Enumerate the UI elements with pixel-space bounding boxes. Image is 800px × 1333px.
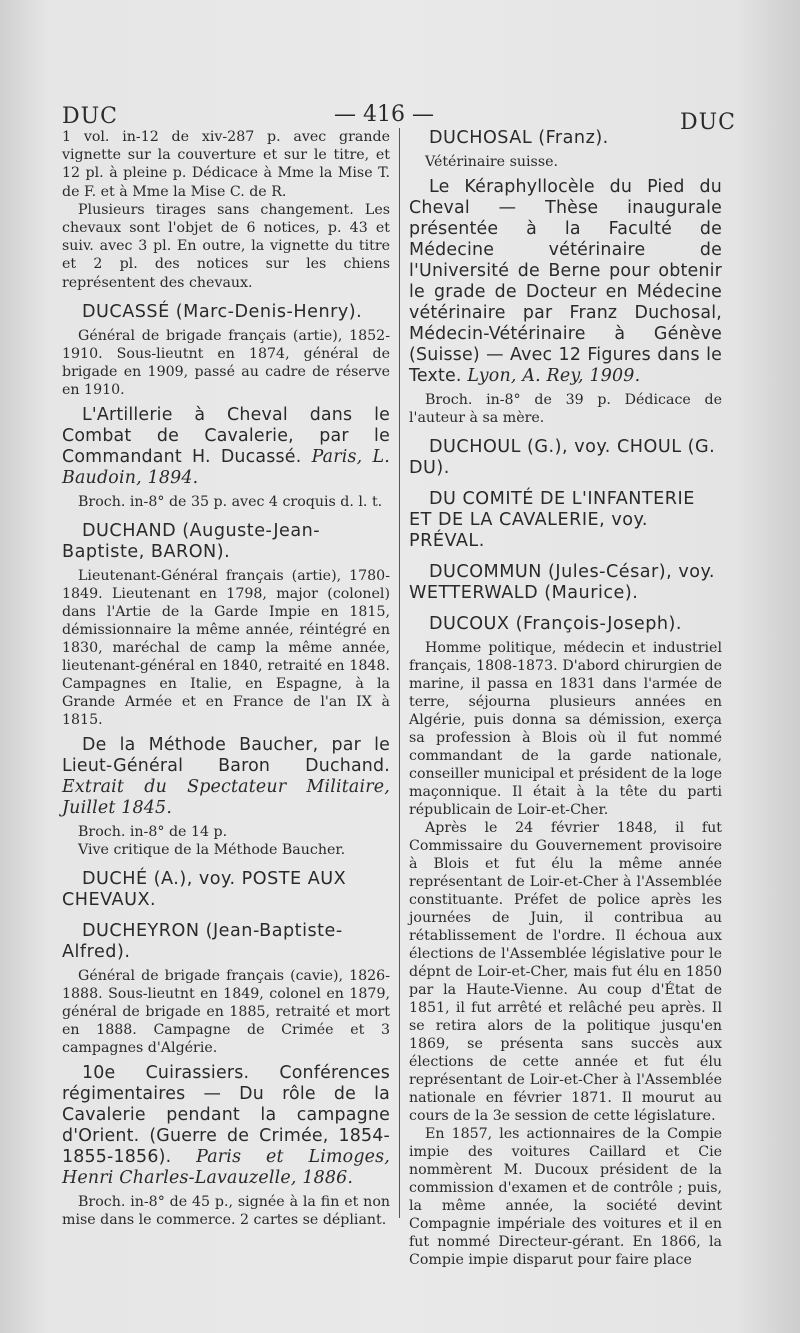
work-description: Broch. in-8° de 14 p. xyxy=(78,823,228,840)
work-description-2: Vive critique de la Méthode Baucher. xyxy=(78,841,346,858)
work-imprint: Extrait du Spectateur Militaire, Juillet 1845. xyxy=(62,776,390,818)
entry-bio-2: Après le 24 février 1848, il fut Commissaire du Gouvernement provisoire à Blois et fut élu la même année représentant de Loir-et-Cher à l'Assemblée constituante. Préfet de police après les journées de Juin, il contribua au rétablissement de l'ordre. Il échoua aux élections de l'Assemblée législative pour le dépnt de Loir-et-Cher, mais fut élu en 1850 par la Haute-Vienne. Au coup d'État de 1851, il fut arrêté et relâché peu après. Il se retira alors de la politique jusqu'en 1869, se présenta sans succès aux élections de cette année et fut élu représentant de Loir-et-Cher à l'Assemblée nationale en février 1871. Il mourut au cours de la 3e session de cette législature. xyxy=(409,820,722,1124)
work-description: Broch. in-8° de 45 p., signée à la fin et non mise dans le commerce. 2 cartes se dépliant. xyxy=(62,1193,390,1228)
page-number: — 416 — xyxy=(334,102,434,127)
entry-bio: Lieutenant-Général français (artie), 1780-1849. Lieutenant en 1798, major (colonel) dans l'Artie de la Garde Impie en 1815, démissionnaire la même année, réintégré en 1830, maréchal de camp la même année, lieutenant-général en 1840, retraité en 1848. Campagnes en Italie, en Espagne, à la Grande Armée et en France de l'an IX à 1815. xyxy=(62,567,390,728)
continuation-text: 1 vol. in-12 de xiv-287 p. avec grande vignette sur la couverture et sur le titre, et 12 pl. à pleine p. Dédicace à Mme la Mise T. de F. et à Mme la Mise C. de R. xyxy=(62,129,390,200)
right-column xyxy=(409,128,722,1269)
running-head-left: DUC xyxy=(62,104,119,129)
work-title: L'Artillerie à Cheval dans le Combat de Cavalerie, par le Commandant H. Ducassé. Paris, L. Baudoin, 1894. xyxy=(62,404,390,488)
work-title: Le Kéraphyllocèle du Pied du Cheval — Thèse inaugurale présentée à la Faculté de Médecine vétérinaire de l'Université de Berne pour obtenir le grade de Docteur en Médecine vétérinaire par Franz Duchosal, Médecin-Vétérinaire à Génève (Suisse) — Avec 12 Figures dans le Texte. Lyon, A. Rey, 1909. xyxy=(409,177,722,386)
entry-bio: Vétérinaire suisse. xyxy=(425,154,558,170)
work-imprint: Paris, L. Baudoin, 1894. xyxy=(62,446,390,488)
entry-heading-ducoux: DUCOUX (François-Joseph). xyxy=(429,614,682,634)
continuation-text-2: Plusieurs tirages sans changement. Les chevaux sont l'objet de 6 notices, p. 43 et suiv. avec 3 pl. En outre, la vignette du titre et 2 pl. des notices sur les chiens représentent des chevaux. xyxy=(62,201,390,291)
entry-heading-ducheyron: DUCHEYRON (Jean-Baptiste-Alfred). xyxy=(62,920,343,962)
entry-heading-ducasse: DUCASSÉ (Marc-Denis-Henry). xyxy=(82,301,363,322)
entry-bio: Général de brigade français (artie), 1852-1910. Sous-lieutnt en 1874, général de brigade en 1909, passé au cadre de réserve en 1910. xyxy=(62,327,390,398)
entry-heading-duchoul: DUCHOUL (G.), voy. CHOUL (G. DU). xyxy=(409,437,716,478)
work-title: 10e Cuirassiers. Conférences régimentaires — Du rôle de la Cavalerie pendant la campagne d'Orient. (Guerre de Crimée, 1854-1855-1856). Paris et Limoges, Henri Charles-Lavauzelle, 1886. xyxy=(62,1062,390,1188)
entry-bio: Homme politique, médecin et industriel français, 1808-1873. D'abord chirurgien de marine, il passa en 1831 dans l'armée de terre, séjourna plusieurs années en Algérie, puis donna sa démission, exerça sa profession à Blois où il fut nommé commandant de la garde nationale, conseiller municipal et président de la loge maçonnique. Il était à la tête du parti républicain de Loir-et-Cher. xyxy=(409,640,722,818)
work-title: De la Méthode Baucher, par le Lieut-Général Baron Duchand. Extrait du Spectateur Militaire, Juillet 1845. xyxy=(62,734,390,818)
entry-heading-duchosal: DUCHOSAL (Franz). xyxy=(429,128,609,148)
work-description: Broch. in-8° de 35 p. avec 4 croquis d. l. t. xyxy=(78,493,383,510)
entry-heading-duchand: DUCHAND (Auguste-Jean-Baptiste, BARON). xyxy=(62,520,321,562)
entry-heading-duche: DUCHÉ (A.), voy. POSTE AUX CHEVAUX. xyxy=(62,868,347,910)
work-imprint: Paris et Limoges, Henri Charles-Lavauzelle, 1886. xyxy=(62,1146,390,1188)
entry-heading-ducommun: DUCOMMUN (Jules-César), voy. WETTERWALD (Maurice). xyxy=(409,562,715,603)
left-column xyxy=(62,128,390,1229)
column-divider xyxy=(399,128,400,1218)
entry-heading-comite: DU COMITÉ DE L'INFANTERIE ET DE LA CAVALERIE, voy. PRÉVAL. xyxy=(409,489,695,551)
entry-bio: Général de brigade français (cavie), 1826-1888. Sous-lieutnt en 1849, colonel en 1879, général de brigade en 1885, retraité et mort en 1888. Campagne de Crimée et 3 campagnes d'Algérie. xyxy=(62,967,390,1056)
running-head-right: DUC xyxy=(680,110,737,135)
work-imprint: Lyon, A. Rey, 1909. xyxy=(467,366,641,386)
work-description: Broch. in-8° de 39 p. Dédicace de l'auteur à sa mère. xyxy=(409,392,722,426)
entry-bio-3: En 1857, les actionnaires de la Compie impie des voitures Caillard et Cie nommèrent M. Ducoux président de la commission d'examen et de contrôle ; puis, la même année, la société devint Compagnie impériale des voitures et il en fut nommé Directeur-gérant. En 1866, la Compie impie disparut pour faire place xyxy=(409,1126,722,1268)
